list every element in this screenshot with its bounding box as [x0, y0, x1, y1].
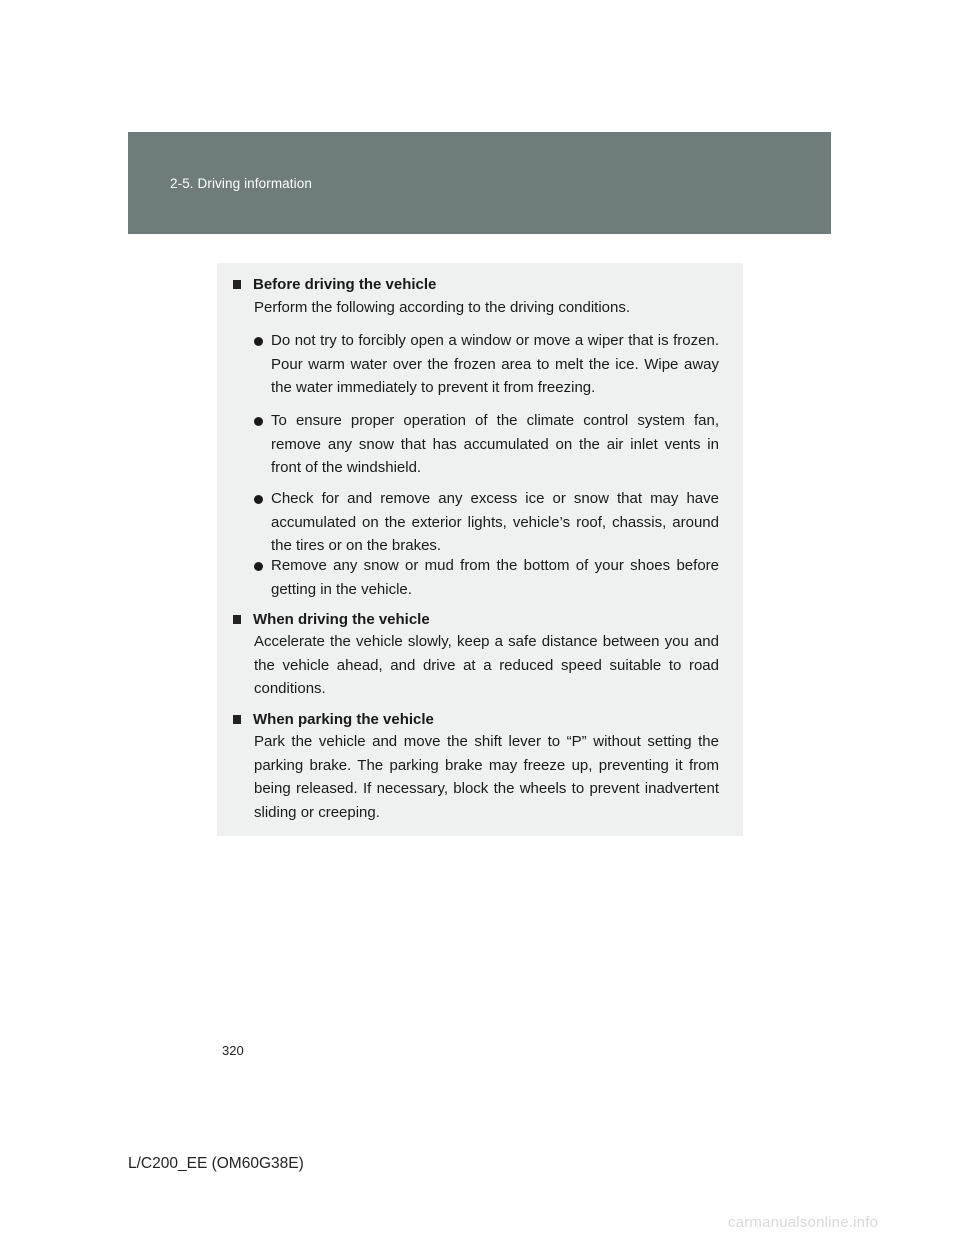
watermark: carmanualsonline.info [728, 1214, 879, 1231]
list-item-text: To ensure proper operation of the climate control system fan, remove any snow that has accumulated on the air inlet vents in front of the windshield. [271, 412, 719, 476]
section-heading [233, 608, 430, 630]
list-item-text: Do not try to forcibly open a window or move a wiper that is frozen. Pour warm water over the frozen area to melt the ice. Wipe away the water immediately to prevent it from freezing. [271, 332, 719, 396]
bullet-dot-icon [254, 495, 263, 504]
square-bullet-icon [233, 280, 241, 289]
square-bullet-icon [233, 615, 241, 624]
list-item-text: Check for and remove any excess ice or snow that may have accumulated on the exterior lights, vehicle’s roof, chassis, around the tires or on the brakes. [271, 490, 719, 554]
model-code: L/C200_EE (OM60G38E) [128, 1155, 304, 1172]
section-heading-text: When parking the vehicle [253, 710, 434, 728]
when-driving-paragraph: Accelerate the vehicle slowly, keep a safe distance between you and the vehicle ahead, and drive at a reduced speed suitable to road conditions. [254, 633, 719, 697]
square-bullet-icon [233, 715, 241, 724]
section-heading-text: Before driving the vehicle [253, 275, 437, 293]
intro-paragraph: Perform the following according to the driving conditions. [254, 299, 631, 316]
bullet-dot-icon [254, 417, 263, 426]
page-number: 320 [222, 1043, 244, 1058]
section-heading [233, 273, 436, 295]
bullet-dot-icon [254, 337, 263, 346]
section-title: 2-5. Driving information [170, 176, 312, 191]
header-band [128, 132, 831, 234]
list-item-text: Remove any snow or mud from the bottom of your shoes before getting in the vehicle. [271, 557, 719, 598]
section-heading [233, 708, 434, 730]
when-parking-paragraph: Park the vehicle and move the shift lever to “P” without setting the parking brake. The parking brake may freeze up, preventing it from being released. If necessary, block the wheels to prevent inadvertent sliding or creeping. [254, 733, 719, 821]
info-box [217, 263, 743, 836]
bullet-dot-icon [254, 562, 263, 571]
section-heading-text: When driving the vehicle [253, 610, 430, 628]
